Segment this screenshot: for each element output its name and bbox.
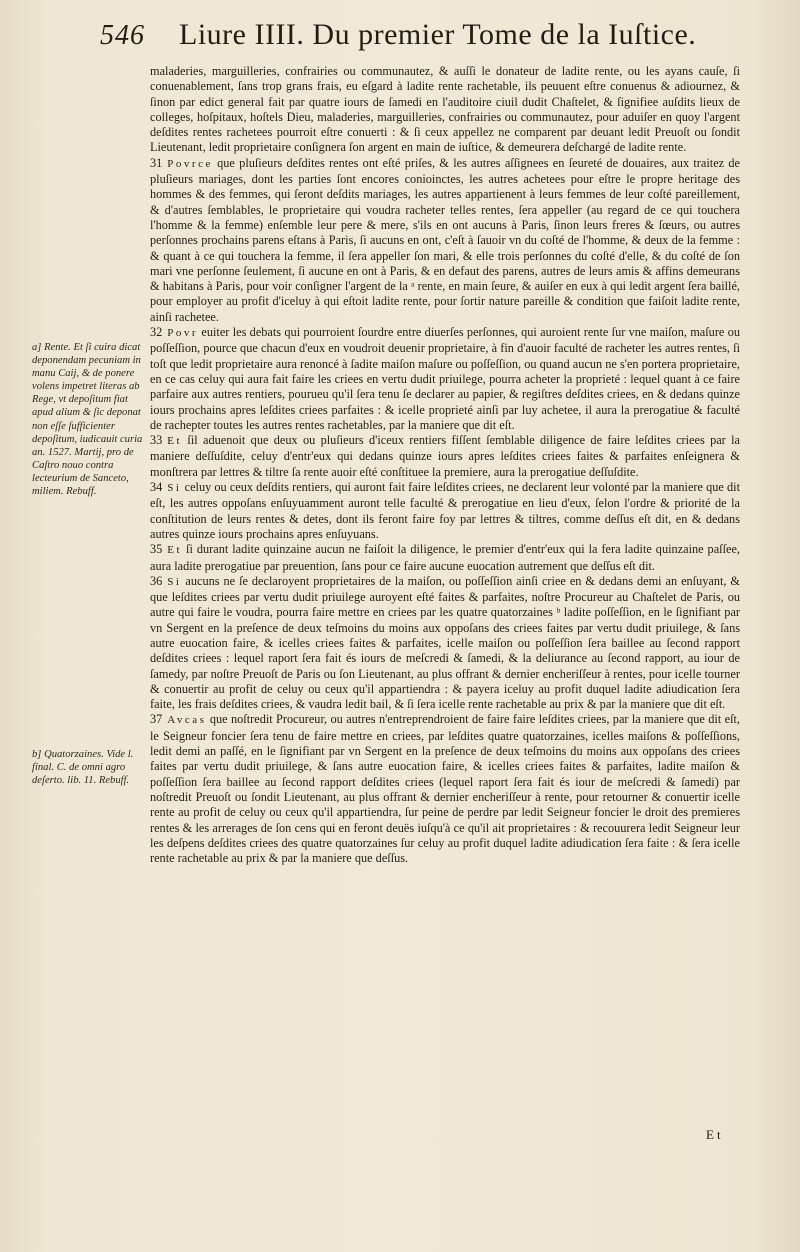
page-number: 546 xyxy=(100,20,145,51)
paragraph-31 xyxy=(150,156,740,325)
paragraph-number: 31 xyxy=(150,155,163,170)
paragraph-number: 33 xyxy=(150,433,163,448)
paragraph-lead-word: Et xyxy=(167,435,183,448)
paragraph-lead-word: Povr xyxy=(167,327,199,340)
paragraph-text: ſil aduenoit que deux ou pluſieurs d'iceux rentiers fiſſent ſemblable diligence de faire leſdites criees par la maniere deſſuſdite, celuy d'entr'eux qui dedans quinze iours apres leſdites criees faites & parfaites enſeignera & monſtrera par lettres & tiltre ſa rente auoir eſté conſtituee la premiere, aura la prerogatiue deſſuſdite. xyxy=(150,433,740,479)
paragraph-text: euiter les debats qui pourroient ſourdre entre diuerſes perſonnes, qui auroient rente ſur vne maiſon, maſure ou poſſeſſion, pource que chacun d'eux en voudroit deuenir proprietaire, à fin d'auoir faculté de racheter les autres rentes, ſi toſt que ledit proprietaire aura renoncé à ſadite maiſon maſure ou poſſeſſion, ou quand aucun ne s'en portera proprietaire, en ce cas celuy qui aura fait faire les criees en vertu dudit priuilege, pourra acheter la proprieté : lequel quant à ce faire parfaire aux autres rentiers, pourueu qu'il ſera tenu ſe declarer au papier, & regiſtres deſdites criees, en & dedans quinze iours prochains apres leſdites criees parfaites : & icelle proprieté ainſi par luy achetee, il aura la prerogatiue & faculté de rachepter toutes les autres rentes rachetables, par la maniere que dit eſt. xyxy=(150,325,740,432)
paragraph-34 xyxy=(150,480,740,542)
main-text xyxy=(150,64,740,866)
paragraph-37 xyxy=(150,712,740,866)
paragraph-number: 36 xyxy=(150,573,163,588)
margin-note-a: a] Rente. Et ſi cuira dicat deponendam pecuniam in manu Caij, & de ponere volens impetret literas ab Rege, vt depoſitum fiat apud alium & ſic deponat non eſſe ſufficienter depoſitum, iudicauit curia an. 1527. Martij, pro de Caſtro nouo contra lecteurium de Sanceto, miliem. Rebuff. xyxy=(32,342,143,498)
paragraph-text: que noſtredit Procureur, ou autres n'entreprendroient de faire faire leſdites criees, par la maniere que dit eſt, le Seigneur foncier ſera tenu de faire mettre en criees, par leſdites quatre quatorzaines, icelles maiſons & poſſeſſions, ledit demi an paſſé, en le ſignifiant par vn Sergent en la preſence de deux teſmoins du moins aux oppoſans des criees faites par vertu dudit priuilege, & ſans autre euocation faire, & icelles criees faites & parfaites, ladite maiſon & poſſeſſion ſera baillee au ſecond rapport deſdites criees (lequel raport ſera fait és iour de meſcredi & ſamedi) par noſtredit Preuoſt ou ſondit Lieutenant, au plus offrant & dernier encheriſſeur à rente, pour retourner & conuertir icelle rente au profit de celuy ou ceux qu'il appartiendra, ſur peine de perdre par ledit Seigneur foncier le droit des premieres rentes & les arrerages de ſon cens qui en feront deuës iuſqu'à ce qu'il ait proprietaires : & recouurera ledit Seigneur leur les deſpens deſdites criees des quatre quatorzaines ſur celuy au profit duquel ladite adiudication ſera faite : & ſera icelle rente rachetable au prix & par la maniere que deſſus. xyxy=(150,712,740,866)
paragraph-lead-word: Si xyxy=(167,482,182,495)
paragraph-number: 32 xyxy=(150,325,163,340)
paragraph-text: que pluſieurs deſdites rentes ont eſté priſes, & les autres aſſignees en ſeureté de douaires, aux traitez de pluſieurs mariages, dont les parties ſont encores conioinctes, les autres achetees pour eſtre le propre heritage des hommes & des femmes, qui ſeront deſdits mariages, les autres appartienent à leurs femmes de leur coſté pareillement, & d'autres ſemblables, le proprietaire qui voudra racheter telles rentes, ſera appeller (au regard de ce qui touchera l'homme & la femme) enſemble leur pere & mere, s'ils en ont aucuns à Paris, ſinon leurs freres & ſœurs, ou autres perſonnes prochains parens eſtans à Paris, ſi aucuns en ont, c'eſt à ſauoir vn du coſté de l'homme, & deux de la femme : & quant à ce qui touchera la femme, il ſera appeller ſon mari, & elle trois perſonnes du coſté d'elle, & du coſté de ſon mari vne perſonne ſeulement, ſi aucune en ont à Paris, & en defaut des parens, autres de leurs amis & affins demeurans & habitans à Paris, pour voir conſigner l'argent de la ᵃ rente, en main ſeure, & auiſer en eux à qui ledit argent ſera baillé, pour employer au profit d'iceluy à qui eſtoit ladite rente, pour ſortir nature pareille & condition que faiſoit ladite rente, ainſi rachetee. xyxy=(150,155,740,324)
paragraph-number: 35 xyxy=(150,542,163,557)
paragraph-30-continued xyxy=(150,64,740,156)
paragraph-text: ſi durant ladite quinzaine aucun ne faiſoit la diligence, le premier d'entr'eux qui la fera ladite quinzaine paſſee, aura ladite prerogatiue par preuention, ſans pour ce faire aucune euocation autrement que deſſus eſt dit. xyxy=(150,542,740,573)
paragraph-lead-word: Povrce xyxy=(167,157,213,170)
paragraph-text: aucuns ne ſe declaroyent proprietaires de la maiſon, ou poſſeſſion ainſi criee en & dedans demi an enſuyant, & que leſdites criees par vertu dudit priuilege auroyent eſté faites & parfaites, noſtre Procureur au Chaſtelet de Paris, ou autre qui faire le voudra, pourra faire mettre en criees par les quatre quatorzaines ᵇ ladite poſſeſſion, en le ſignifiant par vn Sergent en la preſence de deux teſmoins du moins aux oppoſans des criees faites par vertu dudit priuilege, & ſans autre euocation faire, & icelles criees faites & parfaites, icelle maiſon ou poſſeſſion ſera baillee au ſecond rapport deſdites criees : lequel raport ſera fait és iours de meſcredi & ſamedi, & la deliurance au ſecond rapport, au iour de ſamedy, par noſtre Preuoſt de Paris ou ſon Lieutenant, au plus offrant & dernier encheriſſeur à rentes, pour icelle tourner & conuertir au profit de celuy ou ceux qu'il appartiendra : & payera iceluy au profit duquel ladite adiudication ſera faite, les frais deſdites criees, & vaudra ledit bail, & ſi ſera icelle rente rachetable au prix & par la maniere que dit eſt. xyxy=(150,573,740,712)
paragraph-32 xyxy=(150,325,740,433)
running-title: Liure IIII. Du premier Tome de la Iuſtice. xyxy=(179,18,697,51)
margin-note-b: b] Quatorzaines. Vide l. final. C. de omni agro deſerto. lib. 11. Rebuff. xyxy=(32,749,134,787)
paragraph-lead-word: Avcas xyxy=(167,714,207,727)
paragraph-number: 37 xyxy=(150,712,163,727)
paragraph-lead-word: Si xyxy=(167,575,182,588)
paragraph-35 xyxy=(150,542,740,574)
paragraph-text: maladeries, marguilleries, confrairies ou communautez, & auſſi le donateur de ladite rente, ou les ayans cauſe, ſi conuenablement, ſans trop grans frais, eu eſgard à ladite rente rachetable, ils peuuent eſtre conuenus & adiournez, & ſinon par edict general fait par quatre iours de ſamedi en l'auditoire ciuil dudit Chaſtelet, & ſignifiee auſdits lieux de colleges, hoſpitaux, hoſtels Dieu, maladeries, marguilleries, confrairies ou communautez, pour aduiſer en quoy l'argent deſdites rentes rachetees pourroit eſtre conuerti : & ſi ceux appellez ne comparent par deuant ledit Preuoſt ou ſondit Lieutenant, ledit proprietaire conſignera ſon argent en main de iuſtice, & demeurera deſchargé de ladite rente. xyxy=(150,64,740,155)
page-header xyxy=(100,18,740,58)
paragraph-number: 34 xyxy=(150,480,163,495)
paragraph-33 xyxy=(150,433,740,480)
paragraph-lead-word: Et xyxy=(167,544,183,557)
paragraph-36 xyxy=(150,574,740,713)
paragraph-text: celuy ou ceux deſdits rentiers, qui auront fait faire leſdites criees, ne declarent leur volonté par la maniere que dit eſt, les autres oppoſans enſuyuamment auront telle faculté & prerogatiue en lieu d'eux, ſelon l'ordre & priorité de la conſtitution de leurs rentes & detes, dont ils feront faire foy par lettres & tiltres, comme deſſus eſt dit, en & dedans autres quinze iours prochains apres enſuyuans. xyxy=(150,480,740,541)
catchword: Et xyxy=(706,1127,724,1142)
